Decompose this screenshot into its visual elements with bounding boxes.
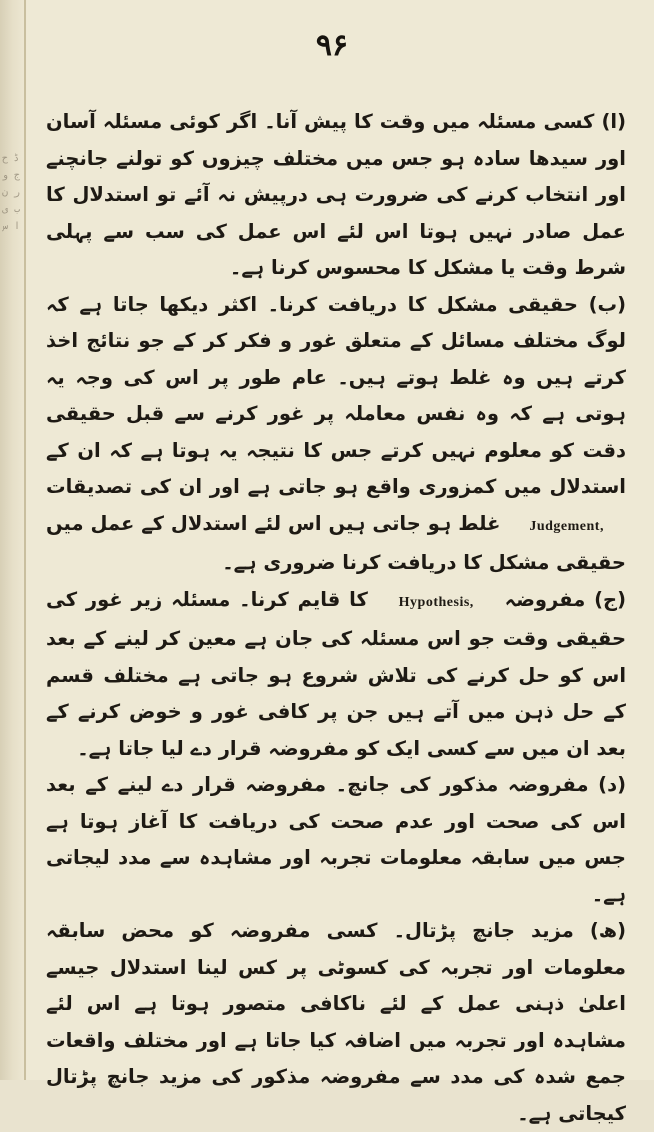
paragraph-alif: [46, 104, 626, 287]
paragraph-text: (د) مفروضہ مذکور کی جانچ۔ مفروضہ قرار دے لینے کے بعد اس کی صحت اور عدم صحت کی دریافت کا آغاز ہوتا ہے جس میں سابقہ معلومات تجربہ اور مشاہدہ سے مدد لیجاتی ہے۔: [46, 773, 626, 906]
gutter-fold-line: [24, 0, 26, 1080]
paragraph-be: [46, 287, 626, 582]
paragraph-text: (ا) کسی مسئلہ میں وقت کا پیش آنا۔ اگر کوئی مسئلہ آسان اور سیدھا سادہ ہو جس میں مختلف چیزوں کو تولنے جانچنے اور انتخاب کرنے کی ضرورت ہی درپیش نہ آئے تو استدلال کا عمل صادر نہیں ہوتا اس لئے اس عمل کی سب سے پہلی شرط وقت یا مشکل کا محسوس کرنا ہے۔: [46, 110, 626, 279]
page-number: ۹۶: [315, 28, 349, 63]
paragraph-text: (ھ) مزید جانچ پڑتال۔ کسی مفروضہ کو محض سابقہ معلومات اور تجربہ کی کسوٹی پر کس لینا استدلال جیسے اعلیٰ ذہنی عمل کے لئے ناکافی متصور ہوتا ہے اس لئے مشاہدہ اور تجربہ میں اضافہ کیا جاتا ہے اور مختلف واقعات جمع شدہ کی مدد سے مفروضہ مذکور کی مزید جانچ پڑتال کیجاتی ہے۔: [46, 919, 626, 1125]
paragraph-daal: [46, 767, 626, 913]
body-text: [46, 104, 626, 1132]
paragraph-text: (ج) مفروضہ: [504, 587, 626, 611]
latin-term-hypothesis: Hypothesis,: [398, 594, 474, 610]
margin-bleedthrough-marks: ڈ ح ج و ر ن ب ی ا س: [2, 153, 21, 232]
paragraph-text: کا قایم کرنا۔ مسئلہ زیر غور کی حقیقی وقت جو اس مسئلہ کی جان ہے معین کر لینے کے بعد اس کو حل کرنے کی تلاش شروع ہو جاتی ہے مختلف قسم کے حل ذہن میں آتے ہیں جن پر کافی غور و خوض کرنے کے بعد ان میں سے کسی ایک کو مفروضہ قرار دے لیا جاتا ہے۔: [46, 587, 626, 760]
paragraph-text: (ب) حقیقی مشکل کا دریافت کرنا۔ اکثر دیکھا جاتا ہے کہ لوگ مختلف مسائل کے متعلق غور و فکر کر کے جو نتائج اخذ کرتے ہیں وہ غلط ہوتے ہیں۔ عام طور پر اس کی وجہ یہ ہوتی ہے کہ وہ نفس معاملہ پر غور کرنے سے قبل حقیقی دقت کو معلوم نہیں کرتے جس کا نتیجہ یہ ہوتا ہے کہ ان کے استدلال میں کمزوری واقع ہو جاتی ہے اور ان کی تصدیقات: [46, 292, 626, 498]
latin-term-judgement: Judgement,: [529, 518, 604, 534]
paragraph-he: [46, 913, 626, 1132]
paragraph-text: غلط ہو جاتی ہیں اس لئے استدلال کے عمل میں حقیقی مشکل کا دریافت کرنا ضروری ہے۔: [46, 511, 626, 574]
paragraph-jeem: [46, 582, 626, 768]
